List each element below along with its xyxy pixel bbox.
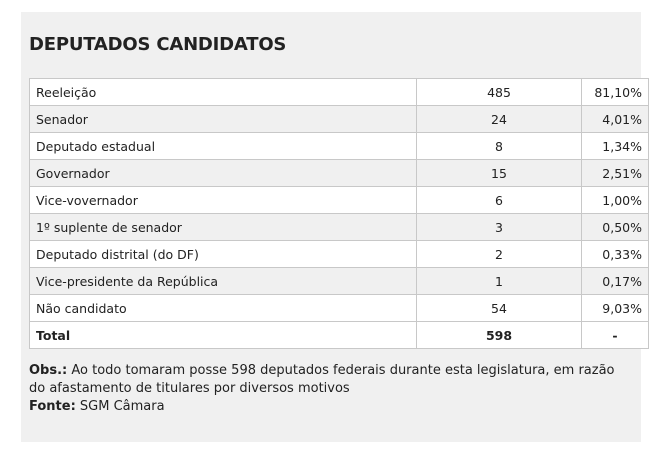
table-row	[30, 295, 649, 322]
table-row	[30, 133, 649, 160]
row-percent: 1,00%	[582, 187, 649, 214]
row-label: Não candidato	[30, 295, 417, 322]
row-label: Deputado distrital (do DF)	[30, 241, 417, 268]
notes-block	[29, 362, 629, 416]
row-count: 24	[417, 106, 582, 133]
row-label: 1º suplente de senador	[30, 214, 417, 241]
row-label: Deputado estadual	[30, 133, 417, 160]
row-percent: 1,34%	[582, 133, 649, 160]
infobox-panel	[21, 12, 641, 442]
row-percent: 4,01%	[582, 106, 649, 133]
row-count: 1	[417, 268, 582, 295]
row-percent: 81,10%	[582, 79, 649, 106]
source-text: SGM Câmara	[75, 399, 165, 414]
table-total-row	[30, 322, 649, 349]
source-label: Fonte:	[29, 399, 76, 414]
table-row	[30, 79, 649, 106]
page-title: DEPUTADOS CANDIDATOS	[29, 34, 287, 55]
table-row	[30, 241, 649, 268]
source-note	[29, 398, 629, 416]
obs-text: Ao todo tomaram posse 598 deputados federais durante esta legislatura, em razão do afastamento de titulares por diversos motivos	[29, 363, 615, 396]
row-label: Vice-vovernador	[30, 187, 417, 214]
row-count: 15	[417, 160, 582, 187]
row-count: 2	[417, 241, 582, 268]
observation-note	[29, 362, 629, 398]
table-row	[30, 268, 649, 295]
row-percent: 0,50%	[582, 214, 649, 241]
total-label: Total	[30, 322, 417, 349]
row-count: 54	[417, 295, 582, 322]
total-percent: -	[582, 322, 649, 349]
obs-label: Obs.:	[29, 363, 68, 378]
row-percent: 0,33%	[582, 241, 649, 268]
table-row	[30, 106, 649, 133]
row-count: 485	[417, 79, 582, 106]
row-percent: 0,17%	[582, 268, 649, 295]
row-percent: 2,51%	[582, 160, 649, 187]
row-label: Senador	[30, 106, 417, 133]
row-label: Vice-presidente da República	[30, 268, 417, 295]
row-count: 6	[417, 187, 582, 214]
row-percent: 9,03%	[582, 295, 649, 322]
table-row	[30, 214, 649, 241]
candidates-table	[29, 78, 649, 349]
total-count: 598	[417, 322, 582, 349]
row-count: 3	[417, 214, 582, 241]
table-row	[30, 187, 649, 214]
row-label: Governador	[30, 160, 417, 187]
row-label: Reeleição	[30, 79, 417, 106]
row-count: 8	[417, 133, 582, 160]
table-row	[30, 160, 649, 187]
